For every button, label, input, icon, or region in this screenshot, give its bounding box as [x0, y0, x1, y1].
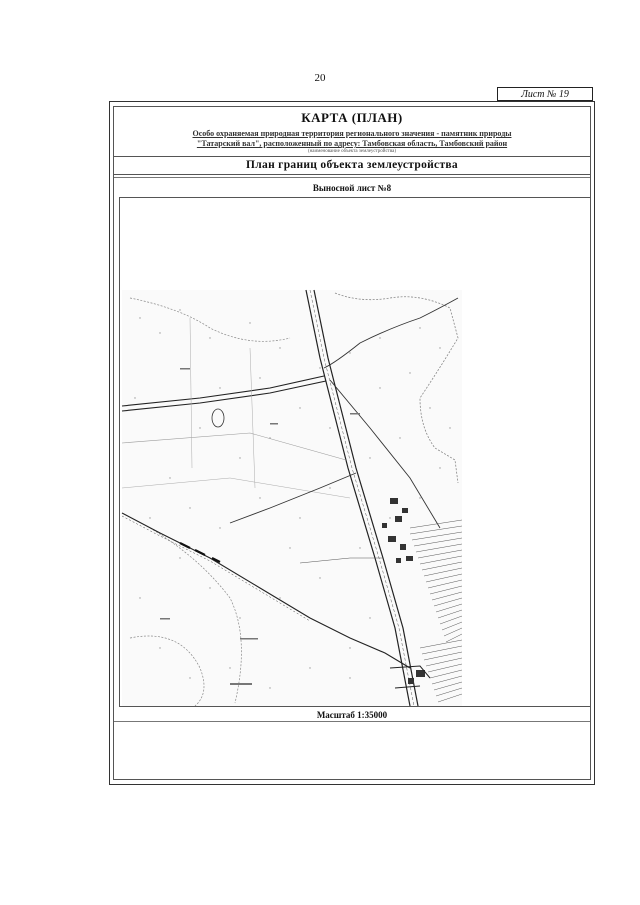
object-description	[132, 129, 572, 149]
map-area	[119, 197, 591, 707]
page-number: 20	[314, 72, 326, 84]
sheet-subtitle: Выносной лист №8	[312, 183, 392, 193]
divider	[114, 721, 590, 722]
object-note: (наименование объекта землеустройства)	[307, 149, 397, 154]
map-image	[122, 290, 462, 706]
map-title: КАРТА (ПЛАН)	[301, 110, 403, 125]
divider	[114, 177, 590, 178]
header-block	[114, 107, 590, 157]
map-plan-frame	[109, 101, 595, 785]
object-description-line-1: Особо охраняемая природная территория регионального значения - памятник природы	[192, 129, 512, 138]
object-description-line-2: "Татарский вал", расположенный по адресу: Тамбовская область, Тамбовский район	[196, 139, 508, 148]
sheet-number-box: Лист № 19	[497, 87, 593, 101]
inner-frame	[113, 106, 591, 780]
topographic-map	[120, 198, 590, 706]
plan-title: План границ объекта землеустройства	[114, 156, 590, 175]
scale-label: Масштаб 1:35000	[316, 710, 388, 720]
